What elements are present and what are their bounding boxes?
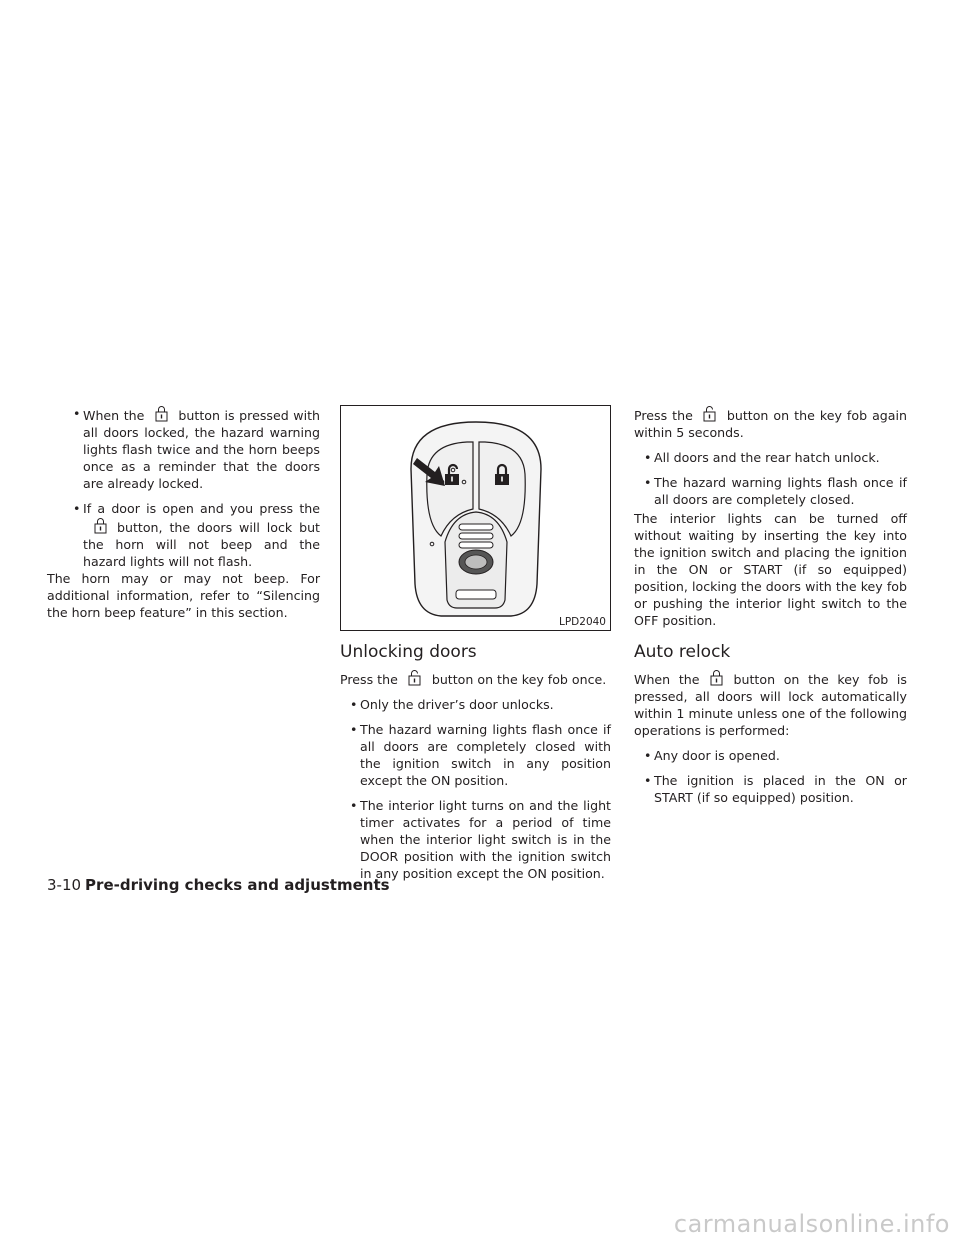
list-item [47,500,320,570]
text: button on the key fob is pressed, all doors will lock automatically within 1 minute unless one of the following operations is performed: [634,672,907,738]
list-item: • All doors and the rear hatch unlock. [634,449,907,466]
text: Press the [340,672,398,687]
paragraph [340,669,611,688]
lock-icon [83,517,117,533]
list-item: • The hazard warning lights flash once if all doors are completely closed with the ignition switch in any position except the ON position. [340,721,611,789]
list-item: • The interior light turns on and the light timer activates for a period of time when the interior light switch is in the DOOR position with the ignition switch in any position except the ON position. [340,797,611,882]
paragraph [634,405,907,441]
list-item: • The ignition is placed in the ON or START (if so equipped) position. [634,772,907,806]
text: If a door is open and you press the [83,501,320,516]
page-footer [47,876,390,894]
lock-icon [700,669,734,685]
watermark: carmanualsonline.info [673,1210,950,1238]
list-item: • The hazard warning lights flash once if all doors are completely closed. [634,474,907,508]
list-item: • Any door is opened. [634,747,907,764]
unlock-icon [398,669,432,685]
unlock-icon [693,405,727,421]
paragraph: The interior lights can be turned off without waiting by inserting the key into the ignition switch and placing the ignition in the ON or START (if so equipped) position, locking the doors with the key fob or pushing the interior light switch to the OFF position. [634,511,907,628]
column-middle [340,405,611,890]
list-item [47,405,320,492]
text: When the [634,672,700,687]
text: Press the [634,408,693,423]
section-heading: Auto relock [634,642,731,662]
paragraph: The horn may or may not beep. For additional information, refer to “Silencing the horn beep feature” in this section. [47,571,320,620]
text: button, the doors will lock but the horn will not beep and the hazard lights will not flash. [83,520,320,569]
keyfob-figure [340,405,611,631]
paragraph [634,669,907,739]
text: button on the key fob again within 5 seconds. [634,408,907,440]
column-right [634,405,907,814]
page-number: 3-10 [47,876,82,894]
section-title: Pre-driving checks and adjustments [85,876,390,894]
section-heading: Unlocking doors [340,642,477,662]
text: button is pressed with all doors locked, the hazard warning lights flash twice and the horn beeps once as a reminder that the doors are already locked. [83,408,320,491]
keyfob-illustration [401,414,551,624]
list-item: • Only the driver’s door unlocks. [340,696,611,713]
column-left [47,405,320,621]
text: When the [83,408,145,423]
text: button on the key fob once. [431,672,607,687]
figure-label: LPD2040 [559,616,606,628]
lock-icon [144,405,178,421]
